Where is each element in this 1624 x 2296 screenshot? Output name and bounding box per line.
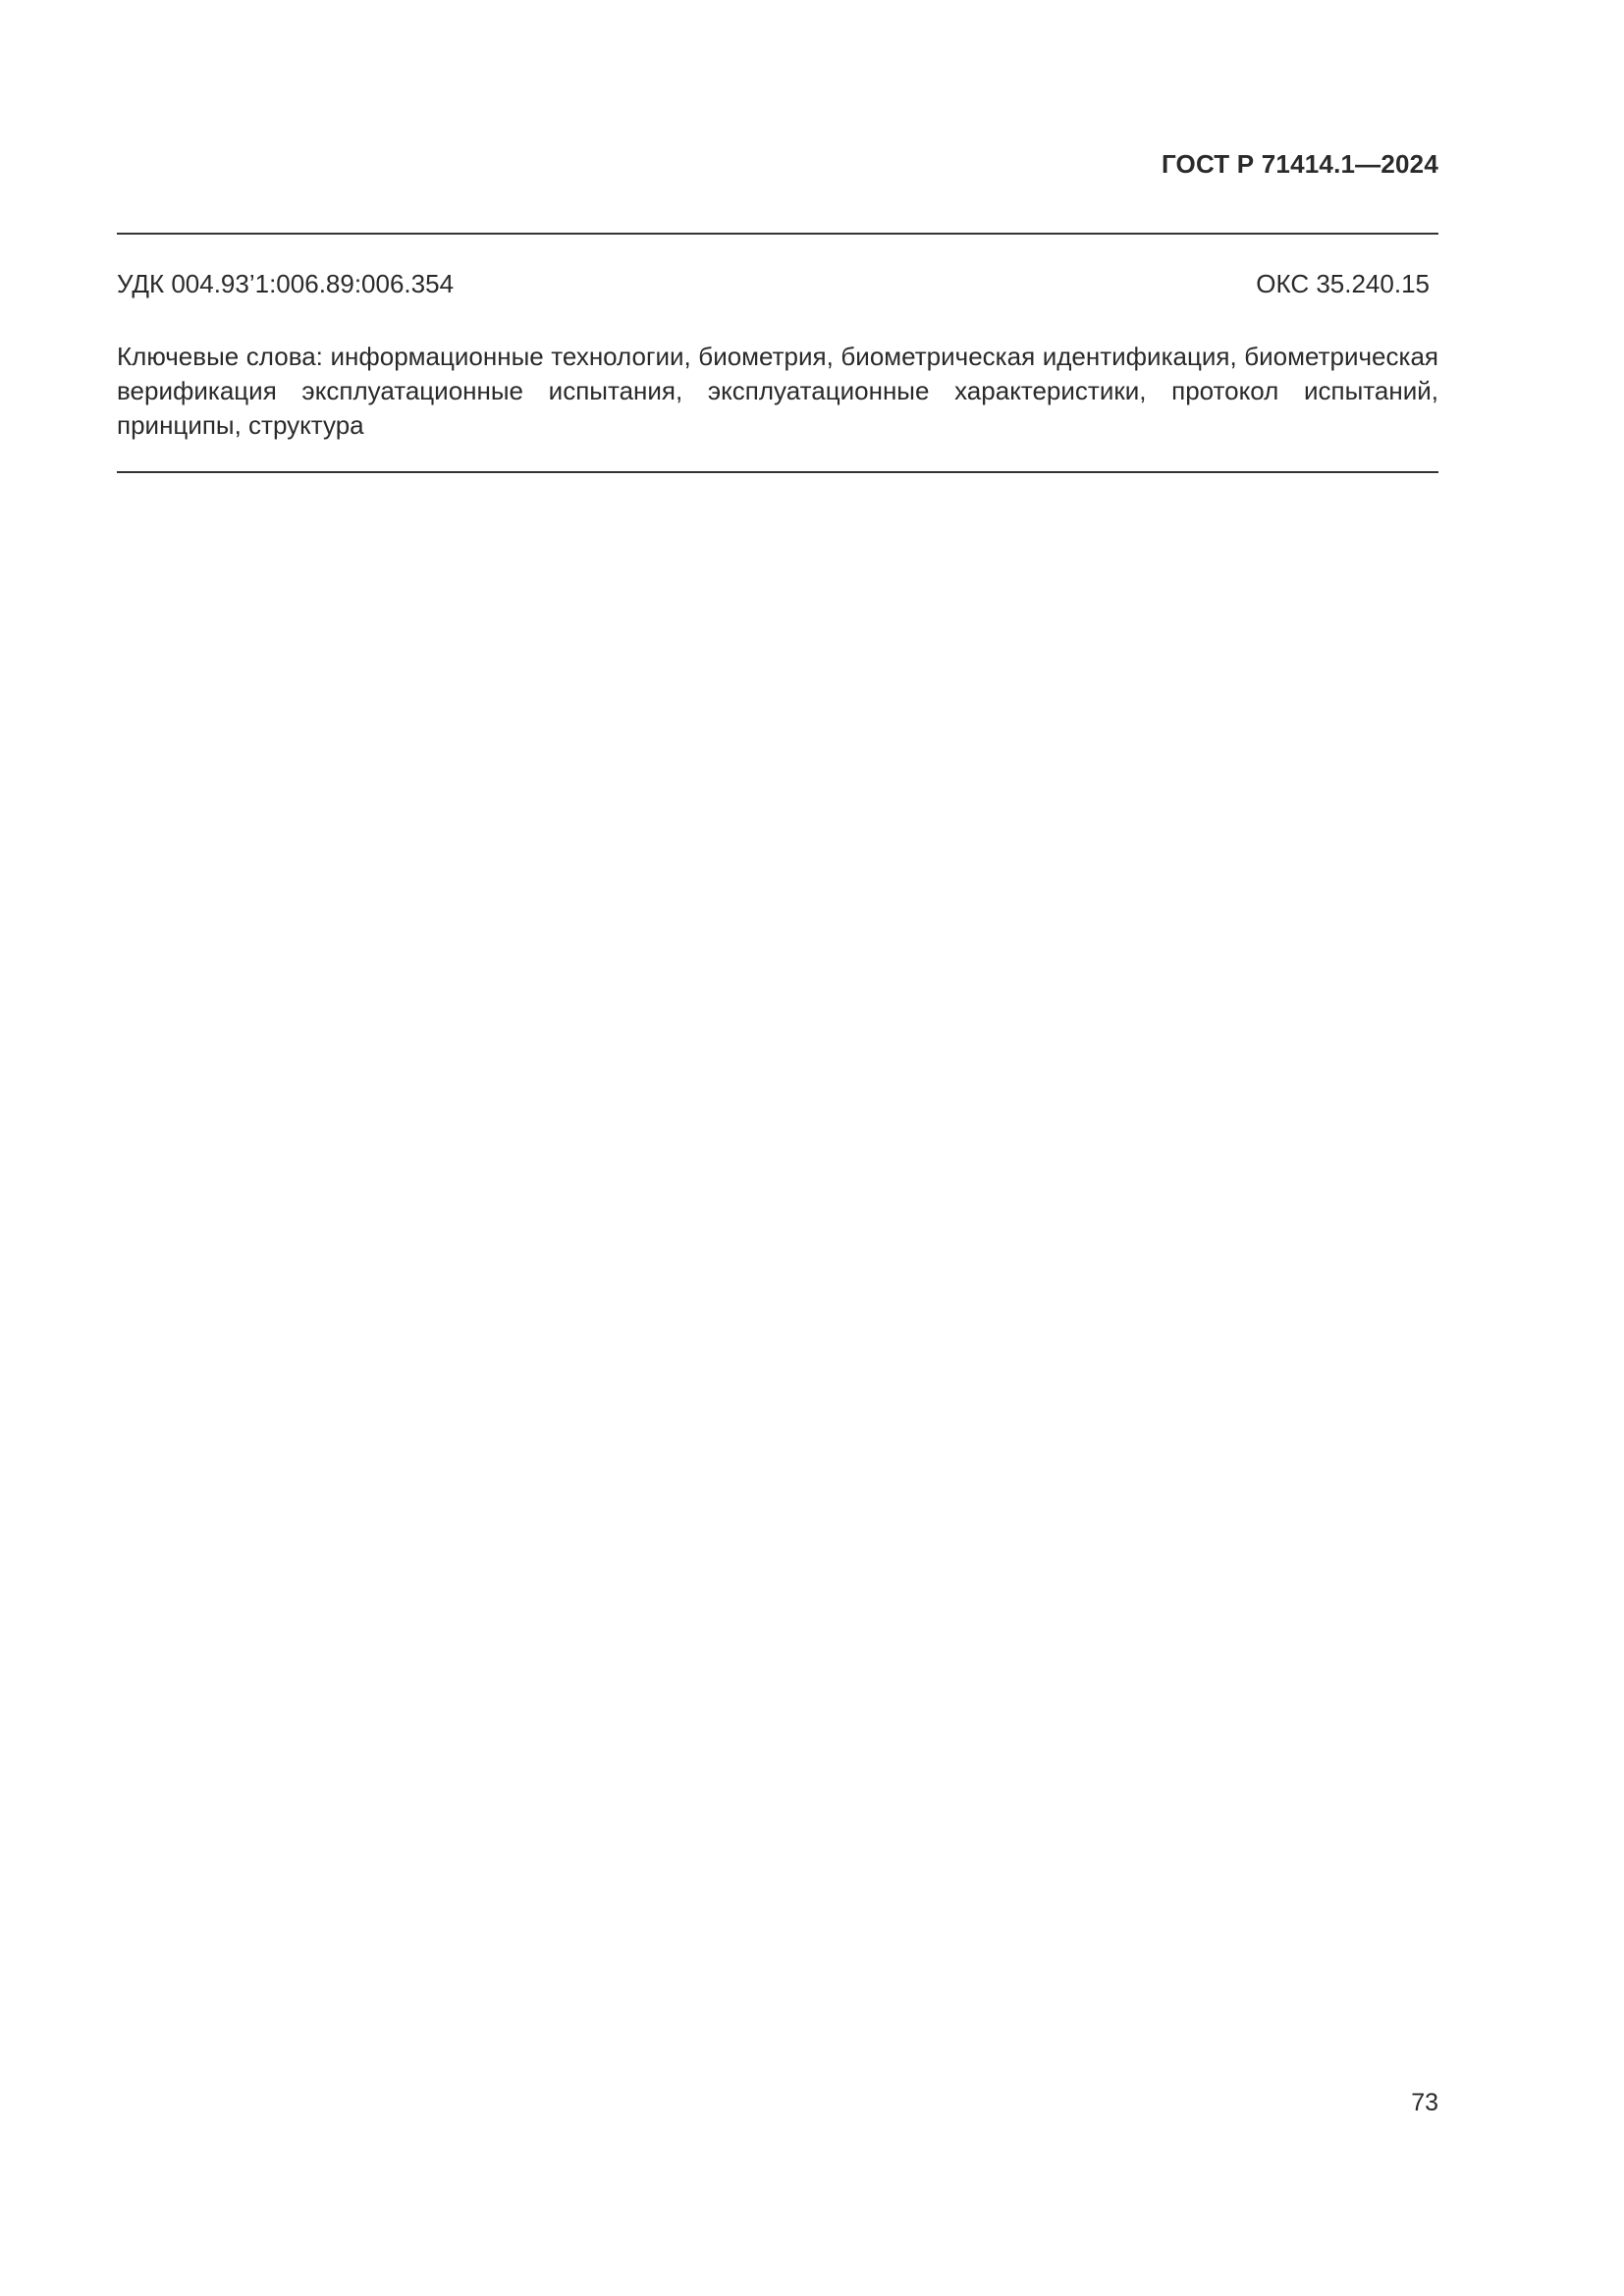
bottom-divider bbox=[117, 471, 1438, 473]
keywords-paragraph: Ключевые слова: информационные технологии, биометрия, биометрическая идентификация, биометрическая верификация эксплуатационные испытания, эксплуатационные характеристики, протокол испытаний, принципы, структура bbox=[117, 342, 1438, 440]
udk-code: УДК 004.93’1:006.89:006.354 bbox=[117, 269, 455, 298]
page-number: 73 bbox=[1411, 2089, 1438, 2116]
top-divider bbox=[117, 233, 1438, 235]
document-id-header: ГОСТ Р 71414.1—2024 bbox=[1161, 149, 1438, 179]
oks-code: ОКС 35.240.15 bbox=[1256, 269, 1430, 298]
